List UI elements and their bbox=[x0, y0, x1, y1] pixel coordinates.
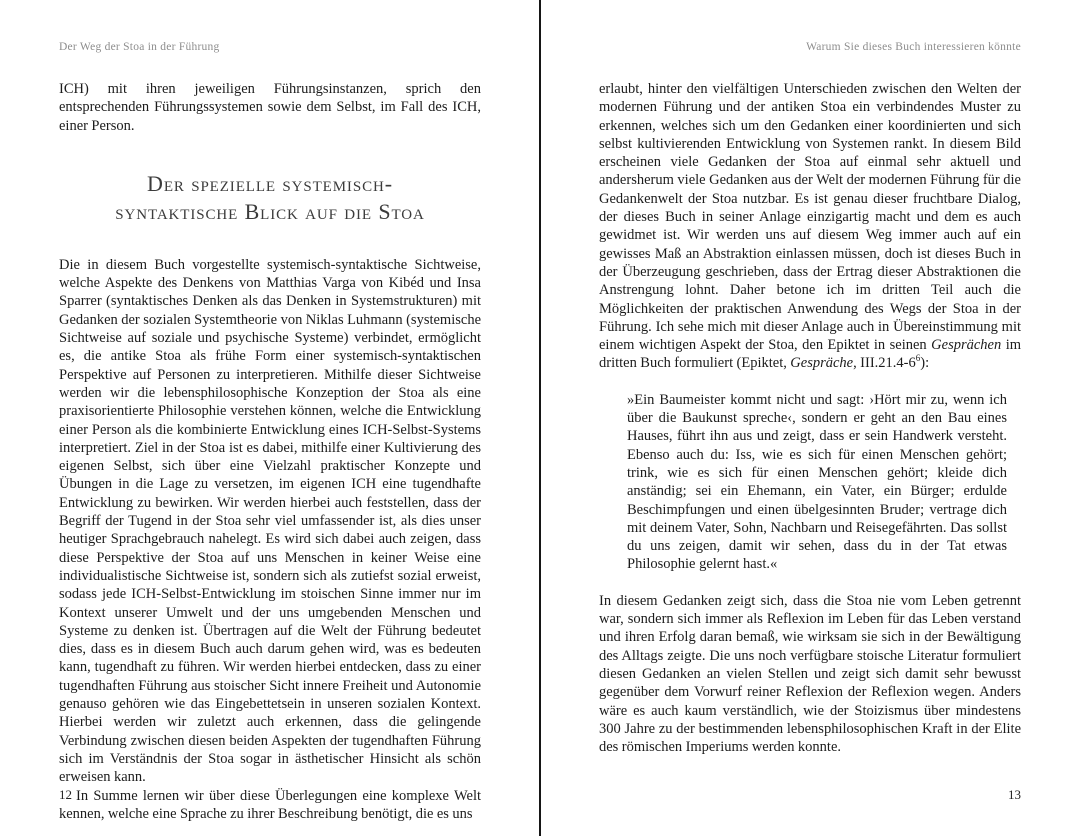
paragraph-final: In diesem Gedanken zeigt sich, dass die Stoa nie vom Leben getrennt war, sondern sich immer als Reflexion im Leben für das Leben verstand und ihren Erfolg daran bemaß, wie wirksam sie sich in der Bewältigung des Alltags zeigte. Die uns noch verfügbare stoische Literatur formuliert diesen Gedanken an vielen Stellen und zeigt sich damit sehr bewusst gegenüber dem Vorwurf reiner Reflexion der Reflexion wegen. Anders wäre es auch kaum verständlich, wie der Stoizismus über mindestens 300 Jahre zu der bestimmenden lebensphilosophischen Kraft in der Elite des römischen Imperiums werden konnte. bbox=[599, 592, 1021, 756]
running-head-right: Warum Sie dieses Buch interessieren könnte bbox=[806, 41, 1021, 53]
heading-line-2: syntaktische Blick auf die Stoa bbox=[115, 198, 425, 224]
heading-line-1: Der spezielle systemisch- bbox=[147, 170, 393, 196]
page-number-right: 13 bbox=[1008, 787, 1021, 802]
block-quote: »Ein Baumeister kommt nicht und sagt: ›Hört mir zu, wenn ich über die Baukunst spreche‹, sondern er geht an den Bau eines Hauses, führt ihn aus und zeigt, dass er sein Handwerk versteht. Ebenso auch du: Iss, wie es sich für einen Menschen gehört; trink, wie es sich für einen Menschen gehört; kleide dich anständig; sei ein Ehemann, ein Vater, ein Bürger; erdulde Beschimpfungen und einen übelgesinnten Bruder; vertrage dich mit deinem Vater, Sohn, Nachbarn und Reisegefährten. Das sollst du uns zeigen, damit wir sehen, dass du in der Tat etwas Philosophie gelernt hast.« bbox=[627, 391, 1007, 573]
chapter-heading bbox=[59, 170, 481, 226]
running-head-left: Der Weg der Stoa in der Führung bbox=[59, 41, 220, 53]
paragraph-lead: erlaubt, hinter den vielfältigen Unterschieden zwischen den Welten der modernen Führung und der antiken Stoa ein verbindendes Muster zu erkennen, welches sich um den Gedanken einer koordinierten und sich selbst kultivierenden Entwicklung von Systemen rankt. In diesem Bild erscheinen viele Gedanken der Stoa auf einmal sehr aktuell und andersherum viele Gedanken aus der Welt der modernen Führung für die Gedankenwelt der Stoa nutzbar. Es ist genau dieser fruchtbare Dialog, der dieses Buch in seiner Anlage einzigartig macht und dem es auch gewidmet ist. Wir werden uns auf diesem Weg immer auch auf ein gewisses Maß an Abstraktion einlassen müssen, doch ist dieses Buch in der Überzeugung geschrieben, dass der Ertrag dieser Abstraktionen die Anstrengung lohnt. Daher betone ich im dritten Teil auch die Möglichkeiten der praktischen Anwendung des Wegs der Stoa in der Führung. Ich sehe mich mit dieser Anlage auch in Übereinstimmung mit einem wichtigen Aspekt der Stoa, den Epiktet in seinen Gesprächen im dritten Buch formuliert (Epiktet, Gespräche, $III.21.4-6^6$): bbox=[599, 81, 1022, 372]
page-right bbox=[540, 0, 1080, 836]
paragraph-summary: In Summe lernen wir über diese Überlegungen eine komplexe Welt kennen, welche eine Sprache zu ihrer Beschreibung benötigt, die es uns bbox=[59, 787, 481, 822]
page-number-left: 12 bbox=[59, 787, 72, 802]
paragraph-continuation: ICH) mit ihren jeweiligen Führungsinstanzen, sprich den entsprechenden Führungssystemen sowie dem Selbst, im Fall des ICH, einer Person. bbox=[59, 81, 481, 134]
paragraph-main: Die in diesem Buch vorgestellte systemisch-syntaktische Sichtweise, welche Aspekte des Denkens von Matthias Varga von Kibéd und Insa Sparrer (syntaktisches Denken als das Denken in Systemstrukturen) mit Gedanken der sozialen Systemtheorie von Niklas Luhmann (systemische Sichtweise auf soziale und psychische Systeme) verbindet, ermöglicht es, die antike Stoa als frühe Form einer systemisch-syntaktischen Perspektive auf Personen zu interpretieren. Mithilfe dieser Sichtweise werden wir die lebensphilosophische Konzeption der Stoa als eine praxisorientierte Philosophie verstehen können, welche die Entwicklung einer Person als die kombinierte Entwicklung eines ICH-Selbst-Systems interpretiert. Ziel in der Stoa ist es dabei, mithilfe einer Kultivierung des eigenen Selbst, sich über eine Vielzahl praktischer Konzepte und Übungen in die Lage zu versetzen, im eigenen ICH eine tugendhafte Entwicklung zu bewirken. Wir werden hierbei auch feststellen, dass der Begriff der Tugend in der Stoa sehr viel umfassender ist, als dies unser heutiger Sprachgebrauch nahelegt. Es wird sich dabei auch zeigen, dass diese Perspektive der Stoa auf uns Menschen in keiner Weise eine individualistische Sichtweise ist, sondern sich als zutiefst sozial erweist, sodass jede ICH-Selbst-Entwicklung im stoischen Sinne immer nur im Kontext unserer Umwelt und der uns umgebenden Menschen und Systeme zu denken ist. Übertragen auf die Welt der Führung bedeutet dies, dass es in diesem Buch auch darum gehen wird, was es bedeuten kann, tugendhaft zu führen. Wir werden hierbei entdecken, dass zu einer tugendhaften Führung aus stoischer Sicht innere Freiheit und Autonomie genauso gehören wie das Eingebettetsein in unseren sozialen Kontext. Hierbei werden wir zuletzt auch erkennen, dass die gelingende Verbindung zwischen diesen beiden Aspekten der tugendhaften Führung sich im Verständnis der Stoa sogar in ästhetischer Hinsicht als schön erweisen kann. bbox=[59, 256, 481, 786]
